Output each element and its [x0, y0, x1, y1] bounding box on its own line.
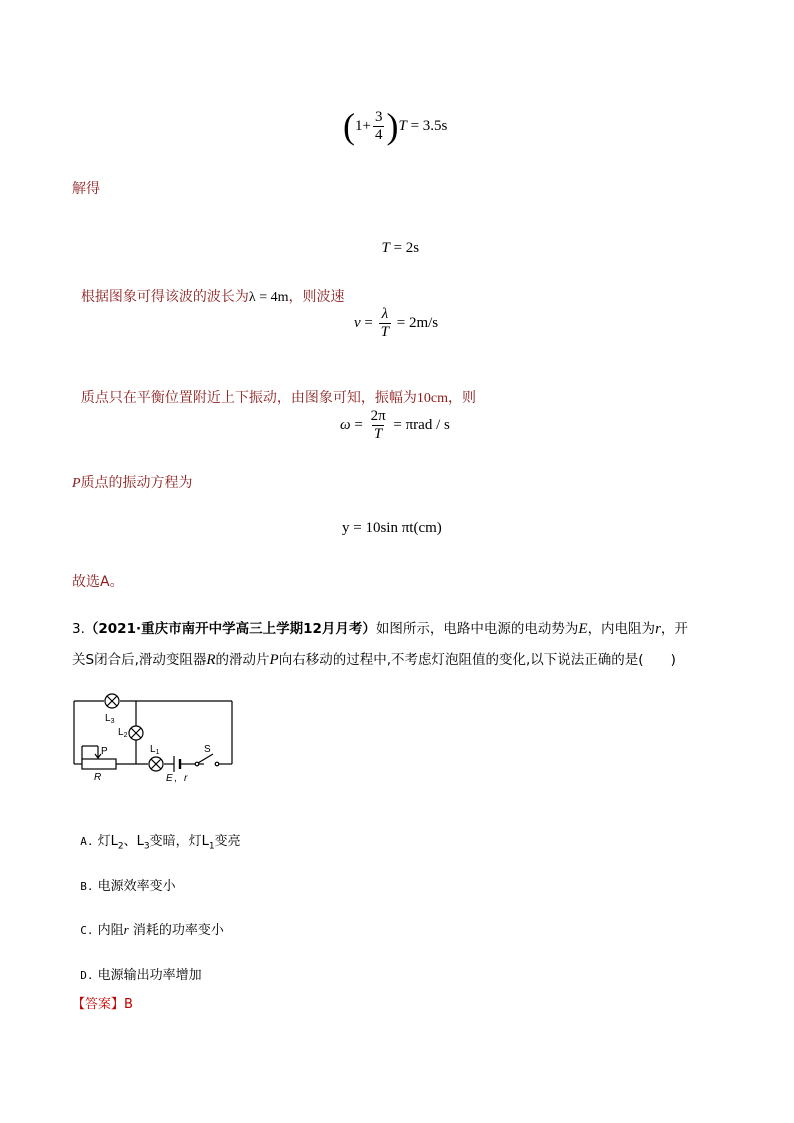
answer: 【答案】B	[72, 997, 133, 1012]
label-l2: $L_2$	[118, 727, 128, 739]
switch-icon	[195, 754, 219, 766]
label-s: S	[204, 744, 211, 755]
text-p-equation: P质点的振动方程为	[72, 475, 193, 491]
svg-text:,: ,	[174, 773, 177, 783]
label-l1: $L_1$	[150, 744, 160, 756]
option-a[interactable]: A. 灯$L_2$、$L_3$变暗，灯$L_1$变亮	[80, 834, 241, 852]
battery-icon	[174, 756, 180, 772]
question-line-1: 3.（2021·重庆市南开中学高三上学期12月月考）如图所示，电路中电源的电动势为E，内电阻为r，开	[72, 621, 688, 637]
fraction: $\frac{3}{4}$	[374, 108, 383, 143]
text-jiede: 解得	[72, 181, 100, 197]
lamp-l2-icon	[129, 726, 143, 740]
fraction: $\frac{\lambda}{T}$	[380, 306, 389, 340]
lamp-l1-icon	[149, 757, 163, 771]
text-choose: 故选A。	[72, 574, 124, 590]
lamp-l3-icon	[105, 694, 119, 708]
label-r-internal: r	[184, 773, 188, 783]
text-wavelength: 根据图象可得该波的波长为λ = 4m，则波速	[80, 289, 345, 305]
label-r: R	[94, 772, 102, 783]
fraction: $\frac{2\pi}{T}$	[370, 408, 386, 442]
text-amplitude: 质点只在平衡位置附近上下振动，由图象可知，振幅为10cm，则	[80, 390, 477, 406]
label-e: E	[166, 773, 173, 783]
option-b[interactable]: B. 电源效率变小	[80, 879, 176, 894]
equation-vibration: y = 10sin πt(cm)	[342, 520, 442, 536]
question-line-2: 关S闭合后,滑动变阻器R的滑动片P向右移动的过程中,不考虑灯泡阻值的变化,以下说法正确的是( )	[72, 652, 676, 668]
label-l3: $L_3$	[105, 713, 115, 725]
option-d[interactable]: D. 电源输出功率增加	[80, 968, 202, 983]
option-c[interactable]: C. 内阻r 消耗的功率变小	[80, 922, 224, 938]
circuit-diagram	[68, 688, 238, 783]
rheostat-icon	[82, 759, 116, 769]
equation-velocity: v = $\frac{\lambda}{T}$ = 2m/s	[354, 306, 439, 340]
equation-period: T = 2s	[381, 240, 420, 256]
equation-period-relation: ( 1 + $\frac{3}{4}$ ) T = 3.5s	[343, 106, 448, 146]
label-p: P	[101, 746, 108, 757]
equation-angular-frequency: ω = $\frac{2\pi}{T}$ = πrad / s	[340, 408, 450, 442]
